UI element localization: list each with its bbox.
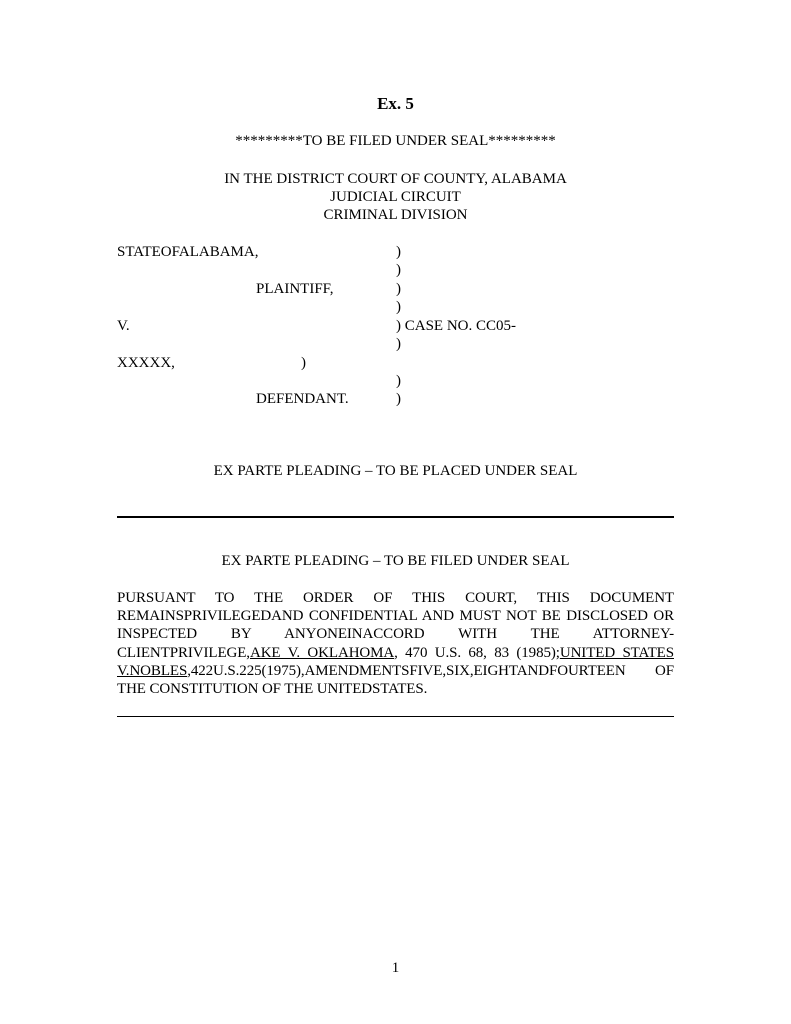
ex-parte-heading-filed: EX PARTE PLEADING – TO BE FILED UNDER SEAL xyxy=(221,553,570,569)
defendant-paren: ) xyxy=(301,355,306,371)
plaintiff-name: STATEOFALABAMA, xyxy=(117,244,259,260)
division-line: CRIMINAL DIVISION xyxy=(323,207,468,223)
defendant-name: XXXXX, xyxy=(117,355,175,371)
case-number: ) CASE NO. CC05- xyxy=(396,318,517,334)
case-citation-nobles: UNITED STATES V.NOBLES xyxy=(117,644,674,679)
caption-paren: ) xyxy=(396,244,401,260)
caption-paren: ) xyxy=(396,336,401,352)
exhibit-title: Ex. 5 xyxy=(377,94,414,113)
court-name-line: IN THE DISTRICT COURT OF COUNTY, ALABAMA xyxy=(224,171,567,187)
divider-rule xyxy=(117,716,674,717)
caption-paren: ) xyxy=(396,391,401,407)
defendant-label: DEFENDANT. xyxy=(256,391,349,407)
caption-paren: ) xyxy=(396,373,401,389)
notice-text: PURSUANT TO THE ORDER OF THIS COURT, THIS DOCUMENT REMAINSPRIVILEGEDAND CONFIDENTIAL AND MUST NOT BE DISCLOSED OR INSPECTED BY ANYONEINACCORD WITH THE ATTORNEY-CLIENTPRIVILEGE, xyxy=(117,590,674,661)
case-citation-ake: AKE V. OKLAHOMA xyxy=(249,644,395,661)
judicial-circuit-line: JUDICIAL CIRCUIT xyxy=(330,189,461,205)
page-number: 1 xyxy=(391,960,400,976)
versus-label: V. xyxy=(117,318,130,334)
divider-rule xyxy=(117,516,674,518)
confidentiality-notice xyxy=(117,589,674,698)
caption-paren: ) xyxy=(396,262,401,278)
ex-parte-heading-placed: EX PARTE PLEADING – TO BE PLACED UNDER SEAL xyxy=(213,463,578,479)
plaintiff-label: PLAINTIFF, xyxy=(256,281,334,297)
caption-paren: ) xyxy=(396,299,401,315)
caption-paren: ) xyxy=(396,281,401,297)
seal-notice-line: *********TO BE FILED UNDER SEAL********* xyxy=(235,133,556,149)
notice-text: , 470 U.S. 68, 83 (1985); xyxy=(394,644,560,661)
notice-text: ,422U.S.225(1975),AMENDMENTSFIVE,SIX,EIGHTANDFOURTEEN OF THE CONSTITUTION OF THE UNITEDSTATES. xyxy=(117,662,674,698)
